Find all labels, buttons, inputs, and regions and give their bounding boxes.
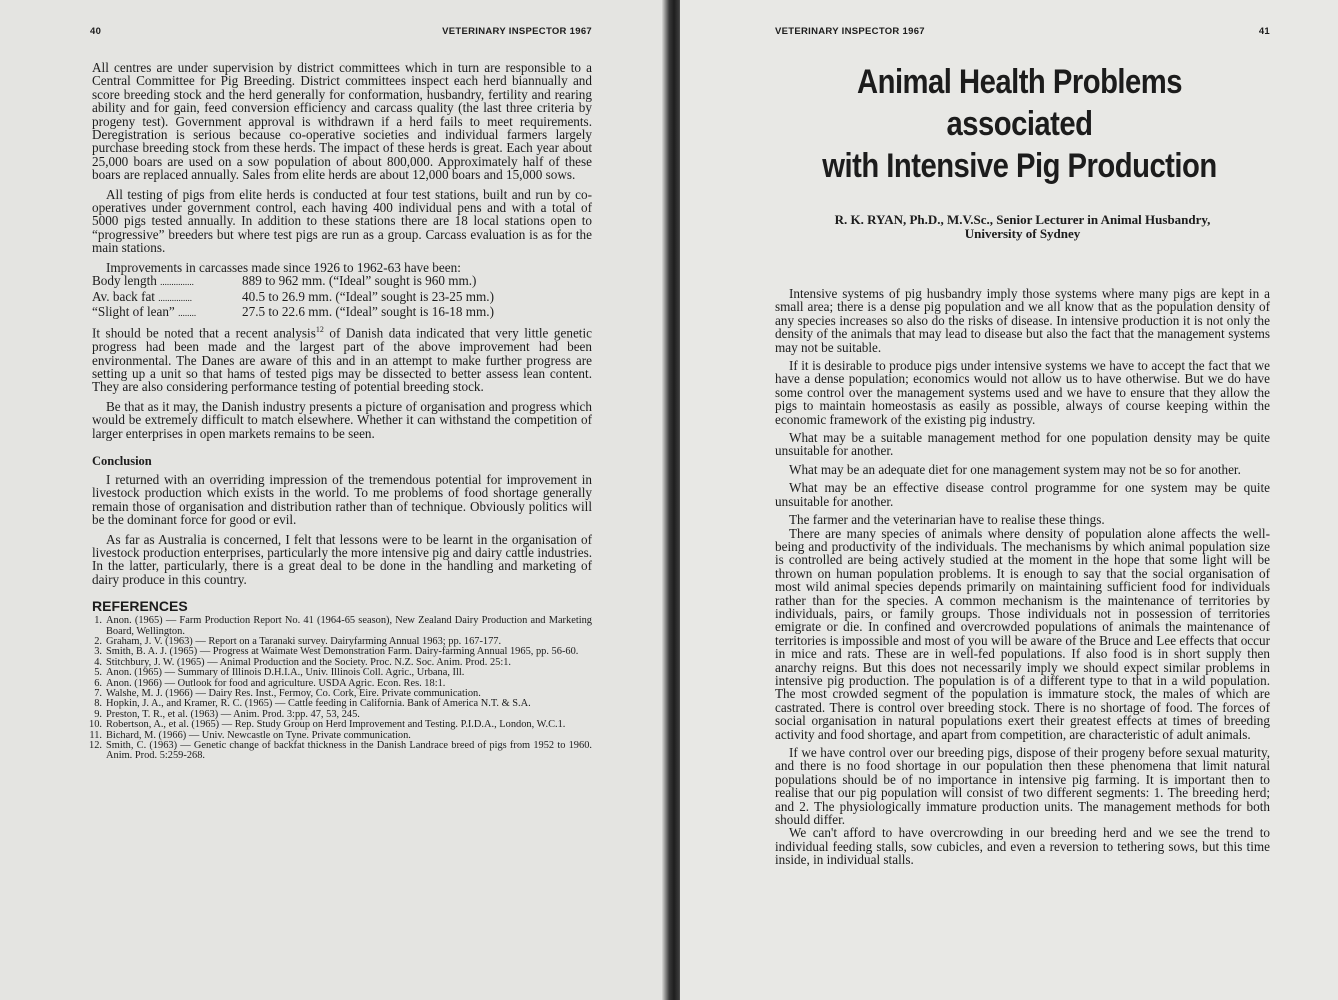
body-paragraph: Intensive systems of pig husbandry imply those systems where many pigs are kept in a small area; there is a dense pig population and we all know that as the population density of any species increases so also do the risks of disease. In intensive production it is not only the density of the animals that may lead to disease but also the fact that the management systems may not be suitable. bbox=[775, 286, 1270, 355]
body-paragraph: There are many species of animals where density of population alone affects the well-being and productivity of the individuals. The mechanisms by which animal population size is controlled are being actively studied at the moment in the hope that some light will be thrown on human population problems. It is enough to say that the social organisation of most wild animal species depends primarily on maintaining sufficient food for individuals rather than for the species. A common mechanism is the maintenance of territories by individuals, pairs, or family groups. Those individuals not in possession of territories emigrate or die. In confined and overcrowded populations of animals the maintenance of territories is impossible and most of you will be aware of the Bruce and Lee effects that occur in mice and rats. These are in well-fed populations. If also food is in short supply then anarchy reigns. But this does not necessarily imply we should expect similar problems in intensive pig production. The population is of a different type to that in a wild population. The most crowded segment of the population is immature stock, the males of which are castrated. There is control over breeding stock. There is no shortage of food. The forces of social organisation in natural populations exert their greatest effects at times of breeding activity and food shortage, and apart from competition, are characteristic of adult animals. bbox=[775, 525, 1270, 742]
reference-list bbox=[89, 615, 592, 762]
conclusion-paragraph: I returned with an overriding impression of the tremendous potential for improvement in livestock production which exists in the world. To me problems of food shortage generally remain those of organisation and distribution rather than of technique. Obviously politics will be the dominant force for good or evil. bbox=[92, 471, 592, 528]
body-paragraph: Be that as it may, the Danish industry presents a picture of organisation and progress which would be extremely difficult to match elsewhere. Whether it can withstand the competition of larger enterprises in open markets remains to be seen. bbox=[92, 398, 592, 441]
conclusion-paragraph: As far as Australia is concerned, I felt that lessons were to be learnt in the organisation of livestock production enterprises, particularly the more intensive pig and dairy cattle industries. In the latter, particularly, there is a great deal to be done in the handling and marketing of dairy produce in this country. bbox=[92, 531, 592, 587]
reference-item: 2. Graham, J. V. (1963) — Report on a Taranaki survey. Dairyfarming Annual 1963; pp. 167-177. bbox=[94, 636, 502, 648]
body-paragraph: What may be a suitable management method for one population density may be quite unsuitable for another. bbox=[775, 430, 1270, 459]
body-paragraph: If we have control over our breeding pigs, dispose of their progeny before sexual maturity, and there is no food shortage in our population then these phenomena that limit natural populations should be of no importance in intensive pig farming. It is important then to realise that our pig population will consist of two different segments: 1. The breeding herd; and 2. The physiologically immature production units. The management methods for both should differ. bbox=[775, 745, 1270, 828]
reference-item: 3. Smith, B. A. J. (1965) — Progress at Waimate West Demonstration Farm. Dairy-farming Annual 1965, pp. 56-60. bbox=[94, 646, 579, 658]
article-title: Animal Health Problems associated with Intensive Pig Production bbox=[822, 63, 1217, 185]
body-paragraph: We can't afford to have overcrowding in our breeding herd and we see the trend to individual feeding stalls, sow cubicles, and even a reversion to tethering sows, but this time inside, in individual stalls. bbox=[775, 825, 1270, 868]
reference-item: 10. Robertson, A., et al. (1965) — Rep. Study Group on Herd Improvement and Testing. P.I.D.A., London, W.C.1. bbox=[89, 719, 566, 731]
reference-item: 4. Stitchbury, J. W. (1965) — Animal Production and the Society. Proc. N.Z. Soc. Anim. Prod. 25:1. bbox=[94, 656, 512, 668]
reference-item: 11. Bichard, M. (1966) — Univ. Newcastle on Tyne. Private communication. bbox=[89, 729, 411, 741]
measurement-label: Av. back fat bbox=[92, 288, 155, 304]
body-paragraph: If it is desirable to produce pigs under intensive systems we have to accept the fact that we have a dense population; economics would not allow us to have otherwise. But we do have some control over the management systems used and we have to ensure that they allow the pigs to maintain homeostasis as easily as possible, always of course keeping within the economic framework of the existing pig industry. bbox=[775, 358, 1270, 427]
citation-superscript: 12 bbox=[315, 325, 324, 335]
reference-item: 1. Anon. (1965) — Farm Production Report No. 41 (1964-65 season), New Zealand Dairy Production and Marketing Board, Wellington. bbox=[94, 615, 592, 637]
running-head-right bbox=[775, 26, 1270, 37]
measurement-row bbox=[92, 274, 592, 289]
body-paragraph: All testing of pigs from elite herds is conducted at four test stations, built and run by co-operatives under government control, each having 400 individual pens and with a total of 5000 pigs tested annually. In addition to these stations there are 18 local stations open to “progressive” breeders but where test pigs are run as a group. Carcass evaluation is as for the main stations. bbox=[92, 186, 592, 256]
reference-item: 8. Hopkin, J. A., and Kramer, R. C. (1965) — Cattle feeding in California. Bank of America N.T. & S.A. bbox=[94, 698, 531, 710]
page-number: 41 bbox=[1258, 26, 1270, 37]
reference-item: 7. Walshe, M. J. (1966) — Dairy Res. Inst., Fermoy, Co. Cork, Eire. Private communication. bbox=[94, 688, 481, 700]
improvements-intro: Improvements in carcasses made since 1926 to 1962-63 have been: bbox=[106, 259, 461, 275]
measurement-row bbox=[92, 305, 592, 320]
reference-item: 6. Anon. (1966) — Outlook for food and agriculture. USDA Agric. Econ. Res. 18:1. bbox=[94, 677, 446, 689]
conclusion-heading: Conclusion bbox=[92, 453, 152, 468]
measurement-leader: ............... bbox=[160, 277, 194, 288]
measurement-value: 40.5 to 26.9 mm. (“Ideal” sought is 23-25 mm.) bbox=[242, 288, 494, 304]
measurement-value: 27.5 to 22.6 mm. (“Ideal” sought is 16-18 mm.) bbox=[242, 303, 494, 319]
measurement-leader: ........ bbox=[178, 307, 197, 318]
journal-title: VETERINARY INSPECTOR 1967 bbox=[442, 26, 592, 37]
page-number: 40 bbox=[90, 26, 102, 37]
carcass-measurements-table bbox=[92, 274, 592, 320]
author-byline: R. K. RYAN, Ph.D., M.V.Sc., Senior Lecturer in Animal Husbandry, University of Sydney bbox=[834, 212, 1211, 241]
body-paragraph: It should be noted that a recent analysis$^{12}$ of Danish data indicated that very little genetic progress had been made and the largest part of the above improvement had been environmental. The Danes are aware of this and in an attempt to make further progress are setting up a unit so that hams of tested pigs may be dissected to better assess lean content. They are also considering performance testing of potential breeding stock. bbox=[92, 325, 592, 395]
body-paragraph: All centres are under supervision by district committees which in turn are responsible to a Central Committee for Pig Breeding. District committees inspect each herd biannually and score breeding stock and the herd generally for conformation, husbandry, fertility and rearing ability and for gain, feed conversion efficiency and carcass quality (the last three criteria by progeny test). Government approval is withdrawn if a herd fails to meet requirements. Deregistration is serious because co-operative societies and individual farmers largely purchase breeding stock from these herds. The impact of these herds is great. Each year about 25,000 boars are used on a sow population of about 800,000. Approximately half of these boars are replaced annually. Sales from elite herds are about 12,000 boars and 15,000 sows. bbox=[92, 60, 592, 183]
measurement-label: Body length bbox=[92, 273, 157, 289]
measurement-value: 889 to 962 mm. (“Ideal” sought is 960 mm.) bbox=[242, 273, 477, 289]
journal-title: VETERINARY INSPECTOR 1967 bbox=[775, 26, 925, 37]
reference-item: 12. Smith, C. (1963) — Genetic change of backfat thickness in the Danish Landrace breed of pigs from 1952 to 1960. Anim. Prod. 5:259-268. bbox=[89, 740, 592, 762]
body-paragraph: What may be an adequate diet for one management system may not be so for another. bbox=[789, 461, 1241, 477]
right-page bbox=[680, 0, 1338, 1000]
running-head-left bbox=[90, 26, 592, 37]
measurement-leader: ............... bbox=[158, 292, 193, 303]
reference-item: 9. Preston, T. R., et al. (1963) — Anim. Prod. 3:pp. 47, 53, 245. bbox=[94, 708, 360, 720]
body-paragraph: What may be an effective disease control programme for one system may be quite unsuitable for another. bbox=[775, 480, 1270, 509]
measurement-label: “Slight of lean” bbox=[92, 303, 175, 319]
body-paragraph: The farmer and the veterinarian have to realise these things. bbox=[789, 512, 1105, 528]
left-page bbox=[0, 0, 668, 1000]
reference-item: 5. Anon. (1965) — Summary of Illinois D.H.I.A., Univ. Illinois Coll. Agric., Urbana, Ill. bbox=[94, 667, 465, 679]
references-heading: REFERENCES bbox=[92, 598, 188, 615]
measurement-row bbox=[92, 290, 592, 305]
